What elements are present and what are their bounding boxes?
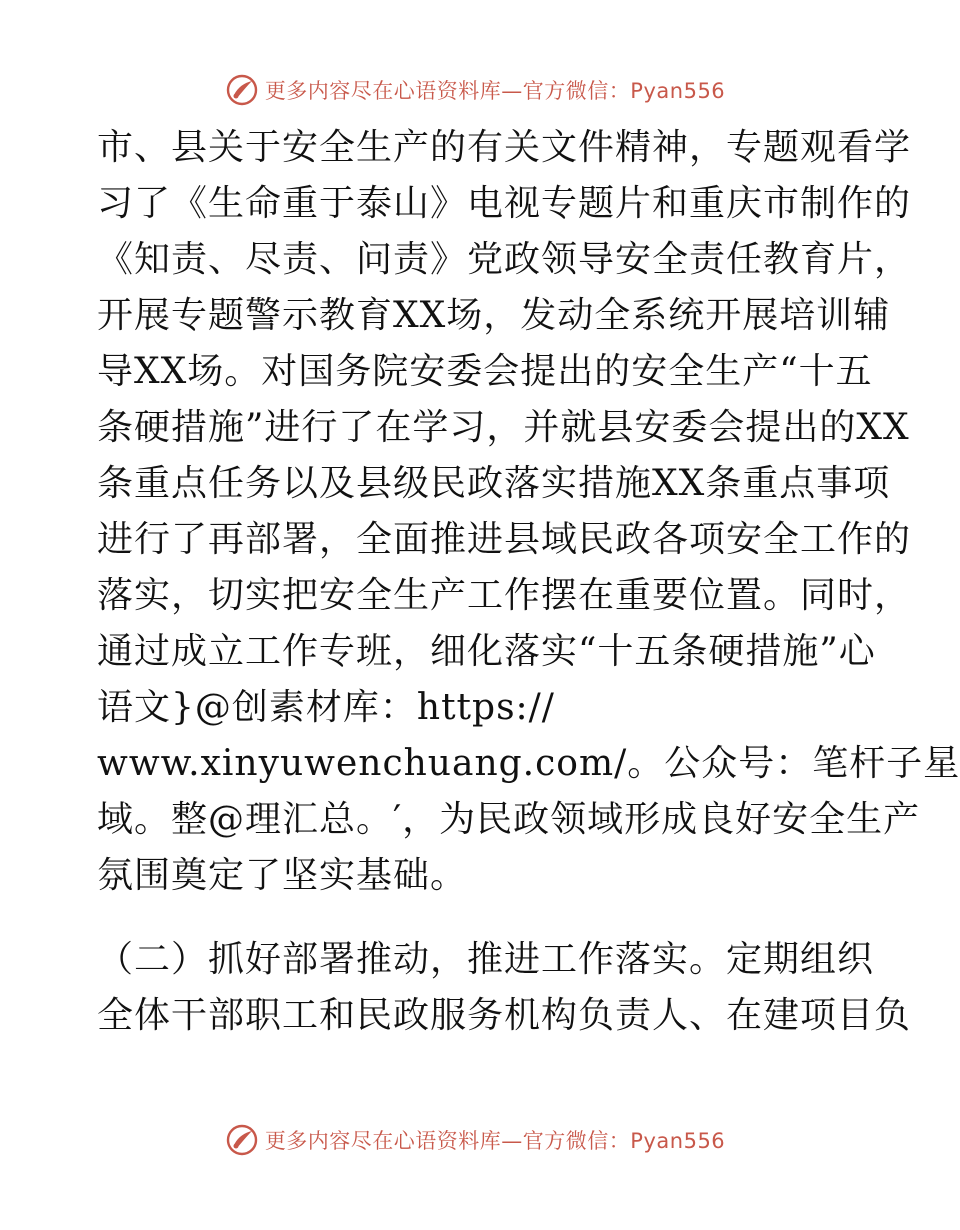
body-line: 《知责、尽责、问责》党政领导安全责任教育片， <box>97 239 912 280</box>
watermark-text: 更多内容尽在心语资料库—官方微信：Pyan556 <box>264 1129 726 1153</box>
body-line: 氛围奠定了坚实基础。 <box>97 855 468 896</box>
body-line: 市、县关于安全生产的有关文件精神，专题观看学 <box>97 127 912 168</box>
header-watermark <box>0 70 950 110</box>
body-line: 落实，切实把安全生产工作摆在重要位置。同时， <box>97 575 912 616</box>
body-line: 导XX场。对国务院安委会提出的安全生产“十五 <box>97 351 873 392</box>
seal-logo-icon <box>225 73 259 107</box>
body-line: 全体干部职工和民政服务机构负责人、在建项目负 <box>97 995 912 1036</box>
body-line: 条硬措施”进行了在学习，并就县安委会提出的XX <box>97 407 910 448</box>
body-line: 进行了再部署，全面推进县域民政各项安全工作的 <box>97 519 912 560</box>
document-body <box>97 120 960 1044</box>
body-line: 域。整@理汇总。′，为民政领域形成良好安全生产 <box>97 799 921 840</box>
seal-logo-icon <box>225 1123 259 1157</box>
body-line: www.xinyuwenchuang.com/。公众号：笔杆子星 <box>97 743 960 784</box>
section-heading-line: （二）抓好部署推动，推进工作落实。定期组织 <box>97 939 875 980</box>
body-line: 条重点任务以及县级民政落实措施XX条重点事项 <box>97 463 891 504</box>
footer-watermark <box>0 1120 950 1160</box>
watermark-text: 更多内容尽在心语资料库—官方微信：Pyan556 <box>264 79 726 103</box>
body-line: 习了《生命重于泰山》电视专题片和重庆市制作的 <box>97 183 912 224</box>
body-line: 开展专题警示教育XX场，发动全系统开展培训辅 <box>97 295 891 336</box>
body-line: 语文}@创素材库：https:// <box>97 687 555 728</box>
body-line: 通过成立工作专班，细化落实“十五条硬措施”心 <box>97 631 876 672</box>
